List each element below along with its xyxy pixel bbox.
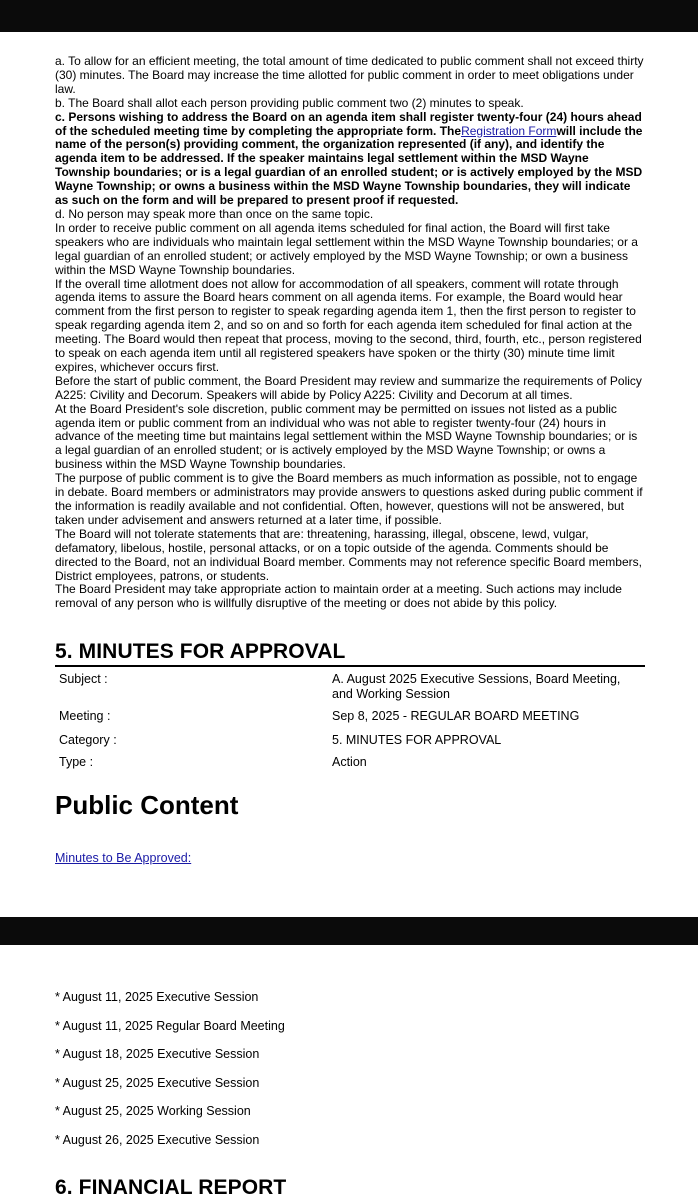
minutes-list-item: * August 25, 2025 Executive Session [55,1076,260,1090]
policy-paragraph-4: At the Board President's sole discretion, public comment may be permitted on issues not listed as a public agenda item or public comment from an individual who was not able to register twenty-four (24) hours in advance of the meeting time but maintains legal settlement within the MSD Wayne Township boundaries; or is a legal guardian of an enrolled student; or is actively employed by the MSD Wayne Township; or owns a business within the MSD Wayne Township boundaries. [55,401,638,472]
top-black-bar [0,0,698,32]
policy-paragraph-7: The Board President may take appropriate action to maintain order at a meeting. Such actions may include removal of any person who is willfully disruptive of the meeting or does not abide by this policy. [55,582,622,611]
subject-value: A. August 2025 Executive Sessions, Board Meeting, and Working Session [332,672,621,701]
category-row [59,733,639,749]
policy-item-b: b. The Board shall allot each person providing public comment two (2) minutes to speak. [55,95,524,110]
policy-paragraph-1: In order to receive public comment on all agenda items scheduled for final action, the Board will first take speakers who are individuals who maintain legal settlement within the MSD Wayne Township boundaries; or a legal guardian of an enrolled student; or actively employed by the MSD Wayne Township; or own a business within the MSD Wayne Township boundaries. [55,220,638,277]
registration-form-link[interactable]: Registration Form [461,123,557,138]
meeting-row [59,709,639,725]
section-6-title: 6. FINANCIAL REPORT [55,1176,287,1199]
policy-paragraph-5: The purpose of public comment is to give the Board members as much information as possible, not to engage in debate. Board members or administrators may provide answers to questions asked during public comment if the information is readily available and not confidential. Often, however, questions will not be answered, but taken under advisement and answers returned at a later time, if possible. [55,471,643,527]
public-content-title: Public Content [55,790,239,820]
category-label: Category : [59,733,117,747]
policy-paragraph-2: If the overall time allotment does not allow for accommodation of all speakers, comment will rotate through agenda items to assure the Board hears comment on all agenda items. For example, the Board would hear comment from the first person to register to speak regarding agenda item 1, then the first person to register to speak regarding agenda item 2, and so on and so forth for each agenda item scheduled for final action at the meeting. The Board would then repeat that process, moving to the second, third, fourth, etc., person registered to speak on each agenda item until all registered speakers have spoken or the thirty (30) minute time limit expires, whichever occurs first. [55,276,642,374]
type-row [59,755,639,771]
minutes-list-item: * August 11, 2025 Executive Session [55,990,259,1004]
minutes-to-be-approved-link[interactable]: Minutes to Be Approved: [55,851,192,865]
policy-item-c [55,111,645,208]
policy-item-d: d. No person may speak more than once on the same topic. [55,206,374,221]
meeting-label: Meeting : [59,709,111,723]
policy-item-c-text-1: c. Persons wishing to address the Board on an agenda item shall register twenty-four (24) hours ahead of the scheduled meeting time by completing the appropriate form. The [55,109,642,138]
policy-item-a: a. To allow for an efficient meeting, the total amount of time dedicated to public comment shall not exceed thirty (30) minutes. The Board may increase the time allotted for public comment in order to meet obligations under law. [55,54,644,96]
policy-paragraph-3: Before the start of public comment, the Board President may review and summarize the requirements of Policy A225: Civility and Decorum. Speakers will abide by Policy A225: Civility and Decorum at all times. [55,373,642,402]
subject-row [59,672,639,704]
minutes-list-item: * August 18, 2025 Executive Session [55,1047,260,1061]
public-comment-policy [55,55,645,611]
meeting-value: Sep 8, 2025 - REGULAR BOARD MEETING [332,709,580,723]
minutes-list-item: * August 25, 2025 Working Session [55,1104,251,1118]
minutes-list-item: * August 11, 2025 Regular Board Meeting [55,1019,285,1033]
type-label: Type : [59,755,94,769]
minutes-list-item: * August 26, 2025 Executive Session [55,1133,260,1147]
section-5-title: 5. MINUTES FOR APPROVAL [55,640,645,667]
policy-paragraph-6: The Board will not tolerate statements that are: threatening, harassing, illegal, obscene, lewd, vulgar, defamatory, libelous, hostile, personal attacks, or on a topic outside of the agenda. Comments should be directed to the Board, not an individual Board member. Comments may not reference specific Board members, District employees, patrons, or students. [55,526,642,583]
type-value: Action [332,755,367,769]
page-break-bar [0,917,698,945]
policy-item-c-text-2: will include the name of the person(s) providing comment, the organization represented (if any), and identify the agenda item to be addressed. If the speaker maintains legal settlement within the MSD Wayne Township boundaries; or is a legal guardian of an enrolled student; or is actively employed by the MSD Wayne Township; or owns a business within the MSD Wayne Township boundaries, they will indicate as such on the form and will be prepared to present proof if requested. [55,123,643,208]
subject-label: Subject : [59,672,108,686]
category-value: 5. MINUTES FOR APPROVAL [332,733,502,747]
